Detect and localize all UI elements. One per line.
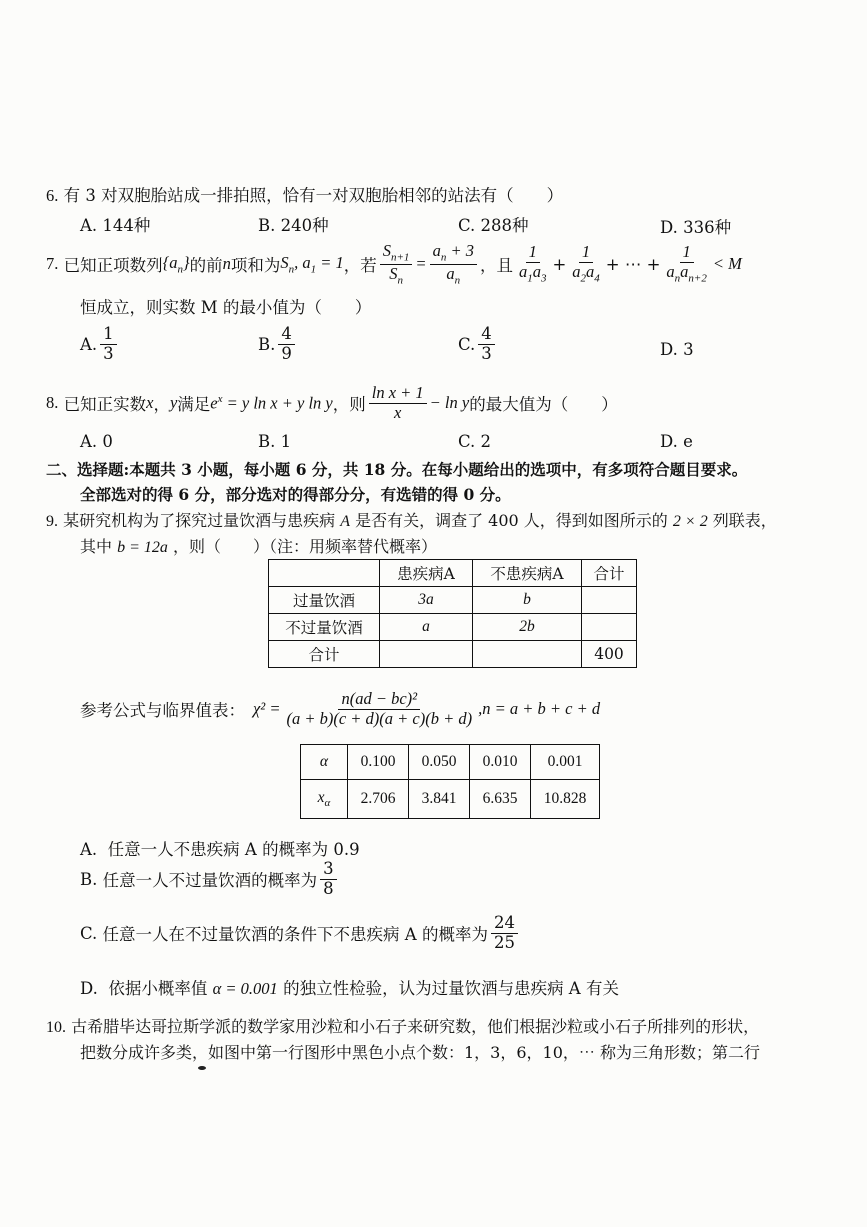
q7-option-c: C. $\frac{4}{3}$ — [458, 325, 498, 364]
q8-option-d: D. e — [660, 432, 693, 451]
q7-sum-term-1: $\frac{1}{a_1a_3}$ — [518, 242, 547, 285]
table-header-total: 合计 — [582, 560, 637, 587]
table-header-ill: 患疾病A — [380, 560, 473, 587]
q7-condition: $S_n$, $a_1 = 1$ — [280, 252, 344, 276]
scan-mark — [198, 1066, 206, 1070]
q6-option-b: B. 240种 — [258, 216, 329, 235]
q8-fraction: $\frac{\text{ln x + 1}}{x}$ — [369, 384, 427, 423]
q7-option-b: B. $\frac{4}{9}$ — [258, 325, 298, 364]
q8-option-b: B. 1 — [258, 432, 292, 451]
q9-stem-line2: 其中 b = 12a ，则（ ）（注：用频率替代概率） — [80, 537, 438, 556]
q7-option-d: D. 3 — [660, 340, 694, 359]
chi-square-formula: $\frac{\text{n(ad − bc)²}}{(a + b)(c + d)(a + c)(b + d)}$ — [286, 688, 473, 728]
q7-ratio-lhs: $\frac{S_{n+1}}{S_n}$ — [380, 242, 413, 287]
section2-heading: 二、选择题:本题共 3 小题，每小题 6 分，共 18 分。在每小题给出的选项中，有多项符合题目要求。 — [46, 460, 748, 479]
section2-note: 全部选对的得 6 分，部分选对的得部分分，有选错的得 0 分。 — [80, 485, 511, 504]
q9-option-d: D. 依据小概率值 α = 0.001 的独立性检验，认为过量饮酒与患疾病 A 有关 — [80, 979, 619, 998]
q10-line2: 把数分成许多类，如图中第一行图形中黑色小点个数：1，3，6，10，⋯ 称为三角形数；第二行 — [80, 1043, 760, 1062]
q6-option-a: A. 144种 — [80, 216, 151, 235]
formula-label: 参考公式与临界值表： — [80, 701, 245, 720]
table-header-blank — [269, 560, 380, 587]
table-header-not-ill: 不患疾病A — [473, 560, 582, 587]
q9-stem-line1: 9. 某研究机构为了探究过量饮酒与患疾病 A 是否有关，调查了 400 人，得到如图所示的 2 × 2 列联表， — [46, 511, 777, 530]
q7-sum-term-2: $\frac{1}{a_2a_4}$ — [572, 242, 600, 285]
q8-stem: 8. 已知正实数 x ， y 满足 $e^x = y$ ln x + y ln y ，则 $\frac{\text{ln x + 1}}{x}$ − ln y 的最大值为（ ） — [46, 382, 618, 422]
table-row: 合计 400 — [269, 641, 637, 668]
q9-option-a: A. 任意一人不患疾病 A 的概率为 0.9 — [80, 840, 360, 859]
q6-option-c: C. 288种 — [458, 216, 529, 235]
q6-number: 6. — [46, 186, 59, 205]
q6-stem — [46, 182, 563, 206]
q8-option-a: A. 0 — [80, 432, 113, 451]
q7-ratio-rhs: $\frac{a_n + 3}{a_n}$ — [430, 242, 477, 287]
q6-option-d: D. 336种 — [660, 218, 732, 237]
critical-value-table: α 0.100 0.050 0.010 0.001 $x_\alpha$ 2.706 3.841 6.635 10.828 — [300, 744, 600, 819]
q7-sequence: $\{a_n\}$ — [162, 252, 190, 276]
q7-option-a: A. $\frac{1}{3}$ — [80, 325, 120, 364]
q7-line2: 恒成立，则实数 M 的最小值为（ ） — [80, 298, 372, 317]
contingency-table — [268, 559, 637, 668]
q8-option-c: C. 2 — [458, 432, 492, 451]
formula-line: 参考公式与临界值表： χ² = $\frac{\text{n(ad − bc)²}}{(a + b)(c + d)(a + c)(b + d)}$ ,n = a + b + c + d — [80, 688, 601, 728]
table-row: 过量饮酒 3a b — [269, 587, 637, 614]
q8-equation: $e^x = y$ ln x + y ln y — [210, 392, 333, 413]
q6-stem-text: 有 3 对双胞胎站成一排拍照，恰有一对双胞胎相邻的站法有（ ） — [63, 186, 564, 205]
q7-sum-term-n: $\frac{1}{a_na_{n+2}}$ — [666, 242, 707, 285]
q9-option-c: C. 任意一人在不过量饮酒的条件下不患疾病 A 的概率为 $\frac{24}{25}$ — [80, 914, 521, 953]
q10-line1: 10. 古希腊毕达哥拉斯学派的数学家用沙粒和小石子来研究数，他们根据沙粒或小石子所排列的形状， — [46, 1017, 760, 1036]
table-row: 不过量饮酒 a 2b — [269, 614, 637, 641]
q9-option-b: B. 任意一人不过量饮酒的概率为 $\frac{3}{8}$ — [80, 860, 340, 899]
q7-stem: 7. 已知正项数列 $\{a_n\}$ 的前 n 项和为 $S_n$, $a_1 = 1$ ，若 $\frac{S_{n+1}}{S_n}$ = $\frac{a_n + 3}{a_n}$ ，且 $\frac{1}{a_1a_3}$ + $\frac{1}{a_2a_4}$ + ⋯ + $\frac{1}{a_na_{n+2}}$ < M — [46, 240, 742, 286]
q7-number: 7. — [46, 254, 59, 273]
